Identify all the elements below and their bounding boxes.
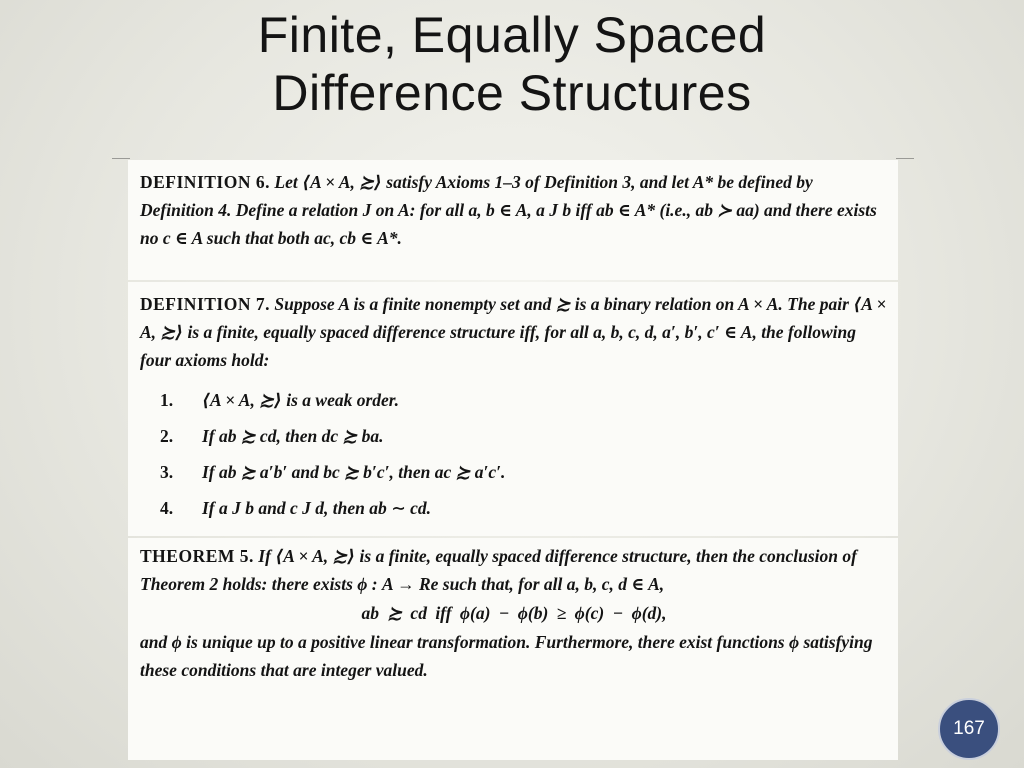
definition-7-heading: DEFINITION 7. (140, 294, 270, 314)
definition-6-text: Let ⟨A × A, ≿⟩ satisfy Axioms 1–3 of Definition 3, and let A* be defined by Definition 4. Define a relation J on A: for all a, b ∈ A, a J b iff ab ∈ A* (i.e., ab ≻ aa) and there exists no c ∈ A such that both ac, cb ∈ A*. (140, 172, 877, 248)
theorem-5-closing: and ϕ is unique up to a positive linear transformation. Furthermore, there exist functions ϕ satisfying these conditions that are integer valued. (140, 632, 873, 680)
theorem-5-heading: THEOREM 5. (140, 546, 254, 566)
divider-right (896, 158, 914, 159)
definition-6-paragraph (140, 168, 888, 252)
axiom-item (140, 490, 888, 526)
page-number: 167 (953, 718, 985, 739)
definition-6-scan (128, 160, 898, 280)
slide-title-line-2: Difference Structures (272, 65, 752, 121)
theorem-5-scan (128, 538, 898, 760)
theorem-5-formula: ab ≿ cd iff ϕ(a) − ϕ(b) ≥ ϕ(c) − ϕ(d), (361, 603, 667, 623)
page-number-badge (938, 698, 1000, 760)
axiom-item (140, 418, 888, 454)
theorem-5-paragraph (140, 542, 888, 598)
theorem-5-text: If ⟨A × A, ≿⟩ is a finite, equally spaced difference structure, then the conclusion of Theorem 2 holds: there exists ϕ : A → Re such that, for all a, b, c, d ∈ A, (140, 546, 857, 594)
axiom-item (140, 382, 888, 418)
axiom-number: 4. (160, 498, 174, 518)
slide-title (0, 6, 1024, 122)
definition-7-paragraph (140, 290, 888, 374)
axiom-text: If a J b and c J d, then ab ∼ cd. (202, 498, 432, 518)
slide-title-line-1: Finite, Equally Spaced (257, 7, 767, 63)
divider-left (112, 158, 130, 159)
axiom-item (140, 454, 888, 490)
axiom-list (140, 382, 888, 526)
axiom-number: 3. (160, 462, 174, 482)
axiom-text: ⟨A × A, ≿⟩ is a weak order. (202, 390, 400, 410)
axiom-number: 2. (160, 426, 174, 446)
axiom-number: 1. (160, 390, 174, 410)
axiom-text: If ab ≿ a′b′ and bc ≿ b′c′, then ac ≿ a′c′. (202, 462, 506, 482)
definition-6-heading: DEFINITION 6. (140, 172, 270, 192)
axiom-text: If ab ≿ cd, then dc ≿ ba. (202, 426, 384, 446)
definition-7-scan (128, 282, 898, 536)
definition-7-text: Suppose A is a finite nonempty set and ≿ is a binary relation on A × A. The pair ⟨A × A, ≿⟩ is a finite, equally spaced difference structure iff, for all a, b, c, d, a′, b′, c′ ∈ A, the following four axioms hold: (140, 294, 887, 370)
